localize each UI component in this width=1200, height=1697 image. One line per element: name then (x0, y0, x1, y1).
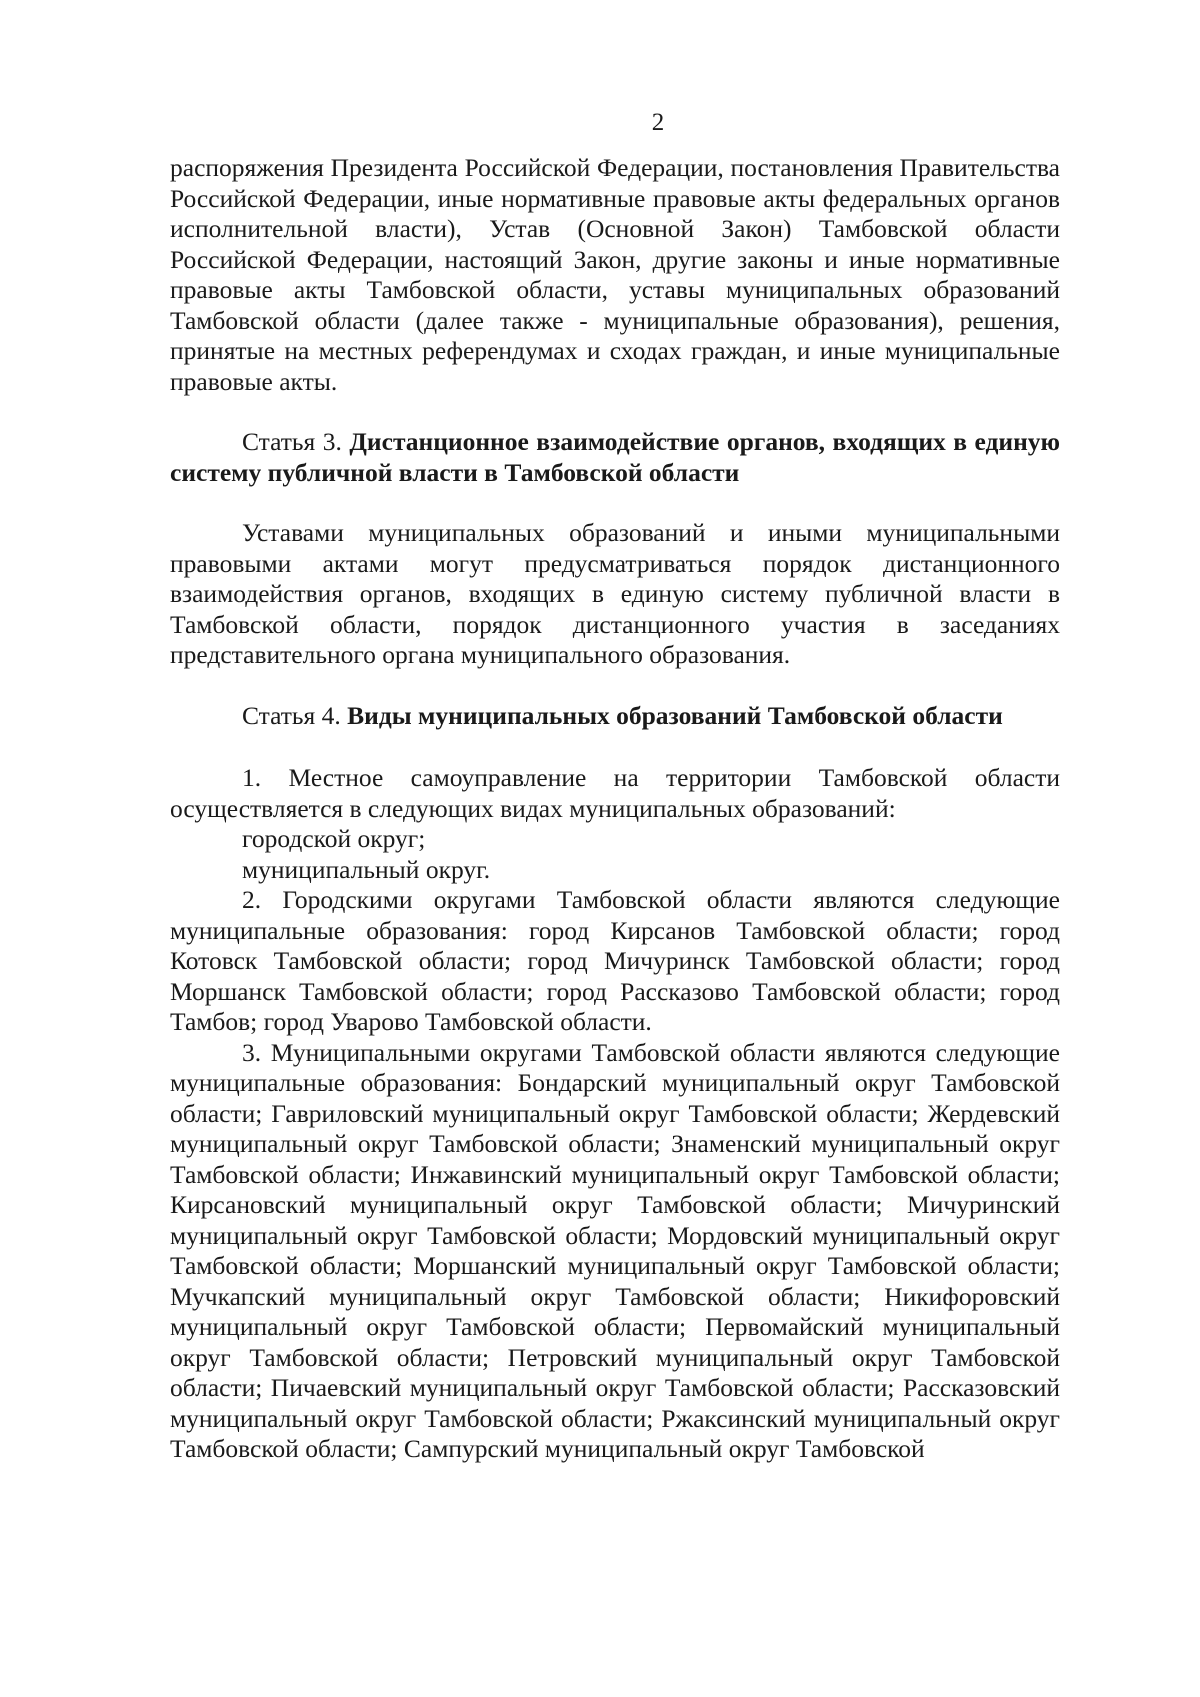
list-item-city-district: городской округ; (242, 824, 426, 853)
article-4-title: Виды муниципальных образований Тамбовской области (347, 700, 1003, 730)
article-3-heading (170, 427, 1060, 488)
paragraph-article-4-item-3: 3. Муниципальными округами Тамбовской области являются следующие муниципальные образования: Бондарский муниципальный округ Тамбовской области; Гавриловский муниципальный округ Тамбовской области; Жердевский муниципальный округ Тамбовской области; Знаменский муниципальный округ Тамбовской области; Инжавинский муниципальный округ Тамбовской области; Кирсановский муниципальный округ Тамбовской области; Мичуринский муниципальный округ Тамбовской области; Мордовский муниципальный округ Тамбовской области; Моршанский муниципальный округ Тамбовской области; Мучкапский муниципальный округ Тамбовской области; Никифоровский муниципальный округ Тамбовской области; Первомайский муниципальный округ Тамбовской области; Петровский муниципальный округ Тамбовской области; Пичаевский муниципальный округ Тамбовской области; Рассказовский муниципальный округ Тамбовской области; Ржаксинский муниципальный округ Тамбовской области; Сампурский муниципальный округ Тамбовской (170, 1037, 1060, 1463)
paragraph-article-3: Уставами муниципальных образований и иными муниципальными правовыми актами могут предусматриваться порядок дистанционного взаимодействия органов, входящих в единую систему публичной власти в Тамбовской области, порядок дистанционного участия в заседаниях представительного органа муниципального образования. (170, 518, 1060, 669)
article-4-heading (170, 701, 1060, 732)
list-item-municipal-district: муниципальный округ. (242, 854, 491, 884)
article-3-prefix: Статья 3. (242, 427, 350, 456)
article-3-title: Дистанционное взаимодействие органов, входящих в единую систему публичной власти в Тамбовской области (170, 427, 1060, 487)
article-4-prefix: Статья 4. (242, 700, 348, 730)
document-body (170, 153, 1060, 1465)
paragraph-sources-continuation: распоряжения Президента Российской Федерации, постановления Правительства Российской Федерации, иные нормативные правовые акты федеральных органов исполнительной власти), Устав (Основной Закон) Тамбовской области Российской Федерации, настоящий Закон, другие законы и иные нормативные правовые акты Тамбовской области, уставы муниципальных образований Тамбовской области (далее также - муниципальные образования), решения, принятые на местных референдумах и сходах граждан, и иные муниципальные правовые акты. (170, 153, 1060, 396)
paragraph-article-4-item-2: 2. Городскими округами Тамбовской области являются следующие муниципальные образования: город Кирсанов Тамбовской области; город Котовск Тамбовской области; город Мичуринск Тамбовской области; город Моршанск Тамбовской области; город Рассказово Тамбовской области; город Тамбов; город Уварово Тамбовской области. (170, 885, 1060, 1036)
paragraph-article-4-item-1: 1. Местное самоуправление на территории Тамбовской области осуществляется в следующих видах муниципальных образований: (170, 763, 1060, 823)
page-number: 2 (651, 109, 665, 136)
